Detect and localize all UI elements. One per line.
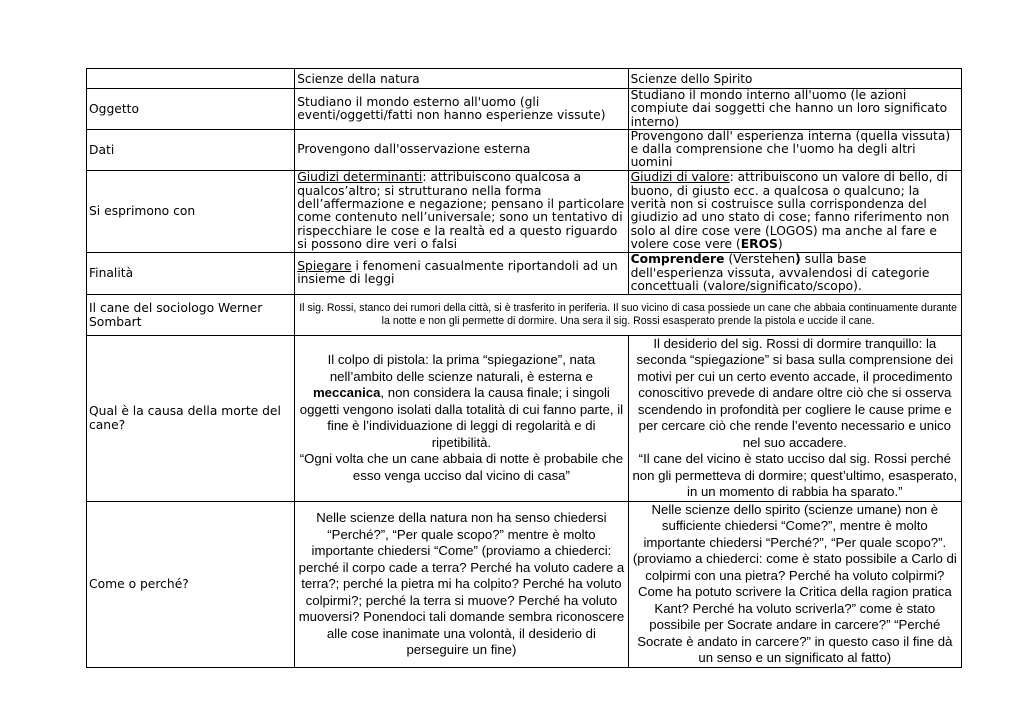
term-giudizi-determinanti: Giudizi determinanti xyxy=(297,170,423,185)
cell-causa-spirito xyxy=(628,335,961,501)
cell-esprimono-natura xyxy=(295,170,628,252)
cell-dati-spirito: Provengono dall' esperienza interna (quella vissuta) e dalla comprensione che l'uomo ha degli altri uomini xyxy=(628,129,961,170)
header-spirito: Scienze dello Spirito xyxy=(628,69,961,89)
cell-finalita-natura xyxy=(295,252,628,294)
table-row-header xyxy=(87,69,962,89)
header-empty-cell xyxy=(87,69,295,89)
text-esprimono-spirito-end: ) xyxy=(777,236,783,251)
table-row-causa xyxy=(87,335,962,501)
text-esprimono-spirito: : attribuiscono un valore di bello, di buono, di giusto ecc. a qualcosa o qualcuno; la verità non si costruisce sulla corrispondenza del giudizio ad uno stato di cose; fanno riferimento non solo al dire cose vere (LOGOS) ma anche al fare e volere cose vere ( xyxy=(630,170,950,251)
cell-esprimono-spirito xyxy=(628,170,961,252)
text-causa-spirito: Il desiderio del sig. Rossi di dormire tranquillo: la seconda “spiegazione” si basa sulla comprensione dei motivi per cui un certo evento accade, il procedimento conoscitivo prevede di andare oltre ciò che si osserva scendendo in profondità per cogliere le cause prime e per cercare ciò che rende l’evento necessario e unico nel suo accadere. xyxy=(636,335,954,450)
text-finalita-paren: ) xyxy=(795,252,801,267)
table-row-esprimono xyxy=(87,170,962,252)
row-label-come: Come o perché? xyxy=(87,501,295,667)
table-row-finalita xyxy=(87,252,962,294)
text-causa-natura-a: Il colpo di pistola: la prima “spiegazione”, nata nell’ambito delle scienze naturali, è esterna e xyxy=(327,352,596,384)
cell-dati-natura: Provengono dall'osservazione esterna xyxy=(295,129,628,170)
quote-causa-natura: “Ogni volta che un cane abbaia di notte è probabile che esso venga ucciso dal vicino di casa” xyxy=(299,451,624,483)
cell-oggetto-natura: Studiano il mondo esterno all'uomo (gli eventi/oggetti/fatti non hanno esperienze vissute) xyxy=(295,89,628,130)
text-finalita-spirito: sulla base dell'esperienza vissuta, avvalendosi di categorie concettuali (valore/significato/scopo). xyxy=(630,252,930,293)
text-esprimono-natura: : attribuiscono qualcosa a qualcos’altro; si strutturano nella forma dell’affermazione e negazione; pensano il particolare come contenuto nell’universale; sono un tentativo di rispecchiare le cose e la realtà ed a questo riguardo si possono dire veri o falsi xyxy=(297,170,625,251)
table-row-dati xyxy=(87,129,962,170)
table-row-come xyxy=(87,501,962,667)
row-label-causa: Qual è la causa della morte del cane? xyxy=(87,335,295,501)
row-label-oggetto: Oggetto xyxy=(87,89,295,130)
table-row-oggetto xyxy=(87,89,962,130)
table-row-cane xyxy=(87,294,962,335)
term-spiegare: Spiegare xyxy=(297,258,352,273)
term-giudizi-di-valore: Giudizi di valore xyxy=(630,170,730,185)
term-eros: EROS xyxy=(740,236,778,251)
text-finalita-verstehen: (Verstehen xyxy=(724,252,796,267)
cell-causa-natura xyxy=(295,335,628,501)
cell-oggetto-spirito: Studiano il mondo interno all'uomo (le azioni compiute dai soggetti che hanno un loro significato interno) xyxy=(628,89,961,130)
cell-cane-story: Il sig. Rossi, stanco dei rumori della città, si è trasferito in periferia. Il suo vicino di casa possiede un cane che abbaia continuamente durante la notte e non gli permette di dormire. Una sera il sig. Rossi esasperato prende la pistola e uccide il cane. xyxy=(295,294,962,335)
term-meccanica: meccanica xyxy=(312,385,381,401)
header-natura: Scienze della natura xyxy=(295,69,628,89)
text-finalita-natura: i fenomeni casualmente riportandoli ad un insieme di leggi xyxy=(297,258,618,287)
row-label-dati: Dati xyxy=(87,129,295,170)
text-causa-natura-c: , non considera la causa finale; i singoli oggetti vengono isolati dalla totalità di cui fanno parte, il fine è l’individuazione di leggi di regolarità e di ripetibilità. xyxy=(299,385,624,450)
cell-come-natura: Nelle scienze della natura non ha senso chiedersi “Perché?”, “Per quale scopo?” mentre è molto importante chiedersi “Come” (proviamo a chiederci: perché il corpo cade a terra? Perché ha voluto cadere a terra?; perché la pietra mi ha colpito? Perché ha voluto colpirmi?; perché la terra si muove? Perché ha voluto muoversi? Ponendoci tali domande sembra riconoscere alle cose inanimate una volontà, il desiderio di perseguire un fine) xyxy=(295,501,628,667)
cell-finalita-spirito xyxy=(628,252,961,294)
row-label-finalita: Finalità xyxy=(87,252,295,294)
term-comprendere: Comprendere xyxy=(630,252,725,267)
comparison-table xyxy=(86,68,962,668)
cell-come-spirito: Nelle scienze dello spirito (scienze umane) non è sufficiente chiedersi “Come?”, mentre è molto importante chiedersi “Perché?”, “Per quale scopo?”. (proviamo a chiederci: come è stato possibile a Carlo di colpirmi con una pietra? Perché ha voluto colpirmi? Come ha potuto scrivere la Critica della ragion pratica Kant? Perché ha voluto scriverla?” come è stato possibile per Socrate andare in carcere?” “Perché Socrate è andato in carcere?” in questo caso il fine dà un senso e un significato al fatto) xyxy=(628,501,961,667)
row-label-esprimono: Si esprimono con xyxy=(87,170,295,252)
row-label-cane: Il cane del sociologo Werner Sombart xyxy=(87,294,295,335)
quote-causa-spirito: “Il cane del vicino è stato ucciso dal sig. Rossi perché non gli permetteva di dormire; quest’ultimo, esasperato, in un momento di rabbia ha sparato.” xyxy=(632,451,958,500)
